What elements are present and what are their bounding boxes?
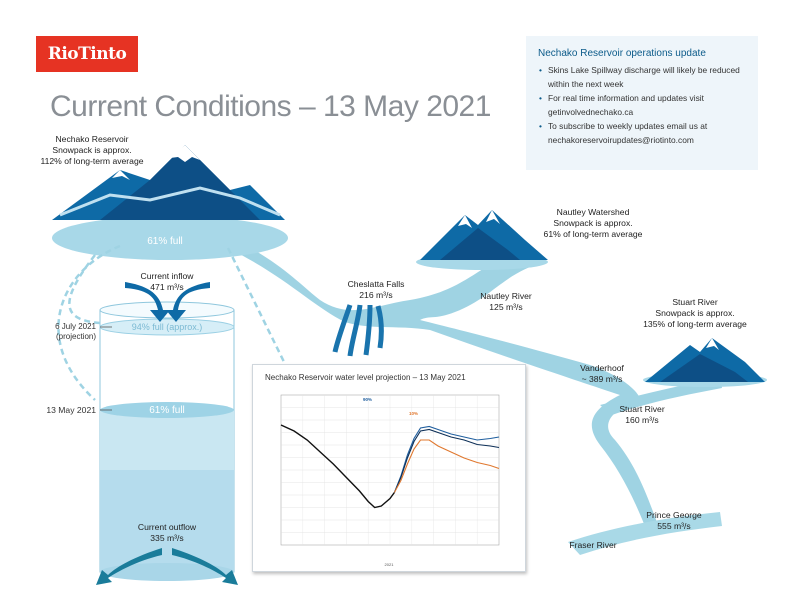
stuart-mountains: [643, 338, 767, 387]
stuart-watershed-line1: Snowpack is approx.: [655, 308, 735, 318]
reservoir-full-label: 61% full: [147, 236, 183, 247]
cheslatta-value: 216 m³/s: [359, 290, 393, 300]
stuart-river-flow-label: [604, 404, 680, 426]
stuart-watershed-line2: 135% of long-term average: [643, 319, 747, 329]
outflow-value: 335 m³/s: [150, 533, 184, 543]
cheslatta-falls-label: [333, 279, 419, 301]
page-title: Current Conditions – 13 May 2021: [50, 90, 491, 123]
current-date-label: 13 May 2021: [46, 405, 96, 415]
chart-plot: [253, 365, 525, 571]
stuart-river-value: 160 m³/s: [625, 415, 659, 425]
projection-date: 6 July 2021: [55, 322, 96, 331]
nautley-river-value: 125 m³/s: [489, 302, 523, 312]
projection-date-label: [26, 322, 96, 342]
current-level-label: 61% full: [149, 405, 185, 416]
chart-annotation-90: 90%: [363, 397, 373, 402]
nechako-reservoir-label: [32, 134, 152, 167]
nautley-river-name: Nautley River: [480, 291, 532, 301]
update-bullet: • Skins Lake Spillway discharge will likely be reduced within the next week: [548, 64, 746, 91]
cheslatta-name: Cheslatta Falls: [347, 279, 405, 289]
chart-title: Nechako Reservoir water level projection – 13 May 2021: [265, 373, 466, 382]
projection-level-label: 94% full (approx.): [131, 322, 203, 332]
nautley-title: Nautley Watershed: [556, 207, 630, 217]
current-outflow-label: [122, 522, 212, 544]
prince-george-label: [632, 510, 716, 532]
update-heading: Nechako Reservoir operations update: [538, 48, 706, 59]
inflow-value: 471 m³/s: [150, 282, 184, 292]
current-inflow-label: [122, 271, 212, 293]
outflow-title: Current outflow: [137, 522, 197, 532]
vanderhoof-label: [562, 363, 642, 385]
vanderhoof-name: Vanderhoof: [580, 363, 624, 373]
update-bullet: • To subscribe to weekly updates email us at nechakoreservoirupdates@riotinto.com: [548, 120, 746, 147]
update-bullet: • For real time information and updates visit getinvolvednechako.ca: [548, 92, 746, 119]
reservoir-title: Nechako Reservoir: [55, 134, 129, 144]
prince-george-name: Prince George: [646, 510, 702, 520]
operations-update-panel: [526, 36, 758, 170]
stuart-river-name: Stuart River: [619, 404, 665, 414]
reservoir-snowpack-line1: Snowpack is approx.: [52, 145, 132, 155]
nautley-river-label: [466, 291, 546, 313]
projection-note: (projection): [55, 332, 96, 341]
nautley-watershed-label: [530, 207, 656, 240]
prince-george-value: 555 m³/s: [657, 521, 691, 531]
update-list: [538, 64, 746, 147]
fraser-river-label: Fraser River: [569, 540, 617, 550]
reservoir-snowpack-line2: 112% of long-term average: [40, 156, 144, 166]
nautley-mountains: [416, 210, 548, 270]
inflow-title: Current inflow: [140, 271, 194, 281]
vanderhoof-value: ~ 389 m³/s: [581, 374, 623, 384]
nautley-line2: 61% of long-term average: [543, 229, 643, 239]
brand-logo: RioTinto: [36, 36, 138, 72]
stuart-watershed-label: [630, 297, 760, 330]
water-level-chart: [252, 364, 526, 572]
chart-annotation-10: 10%: [409, 411, 419, 416]
stuart-watershed-title: Stuart River: [672, 297, 718, 307]
nautley-line1: Snowpack is approx.: [553, 218, 633, 228]
chart-x-axis-label: 2021: [384, 562, 394, 567]
